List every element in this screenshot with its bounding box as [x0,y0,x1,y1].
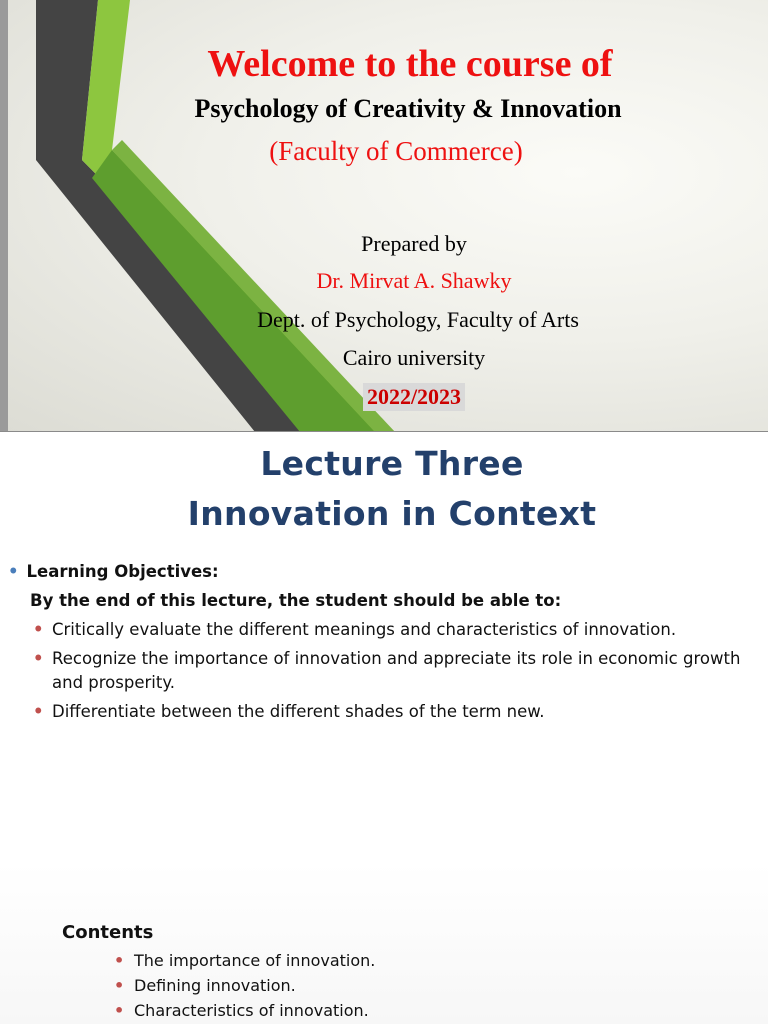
title-slide [0,0,768,432]
welcome-heading: Welcome to the course of [207,43,613,85]
list-item: • The importance of innovation. [112,948,375,973]
university-label: Cairo university [342,345,486,370]
list-item: • Critically evaluate the different meanings and characteristics of innovation. [30,618,750,642]
faculty-label: (Faculty of Commerce) [269,136,523,166]
left-edge-stripe [0,0,8,432]
bullet-icon: • [8,562,19,581]
course-title: Psychology of Creativity & Innovation [194,94,622,123]
contents-slide [0,862,768,1024]
contents-list [112,948,375,1023]
objectives-intro: By the end of this lecture, the student should be able to: [30,591,562,610]
list-item: • Differentiate between the different shades of the term new. [30,700,750,724]
lecture-title-line1: Lecture Three [260,444,524,483]
author-name: Dr. Mirvat A. Shawky [316,268,512,293]
prepared-by-label: Prepared by [361,231,467,256]
contents-heading: Contents [62,922,154,943]
year-container [30,383,768,411]
list-item: • Defining innovation. [112,973,375,998]
department-label: Dept. of Psychology, Faculty of Arts [257,307,579,332]
list-item: • Characteristics of innovation. [112,998,375,1023]
list-item: • Recognize the importance of innovation and appreciate its role in economic growth and prosperity. [30,647,750,695]
objectives-heading-text: Learning Objectives: [26,562,219,581]
lecture-title-line2: Innovation in Context [187,494,597,533]
academic-year-badge: 2022/2023 [363,383,465,411]
objectives-list [30,618,750,729]
objectives-heading [8,560,219,584]
lecture-objectives-slide [0,432,768,862]
